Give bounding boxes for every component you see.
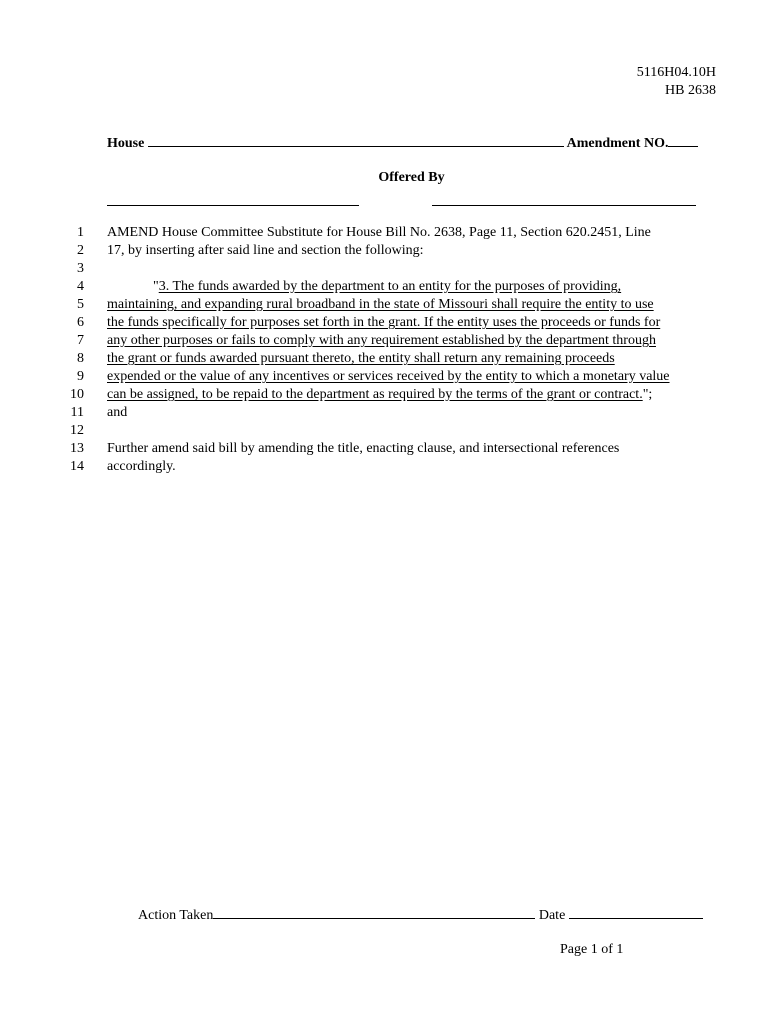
house-blank xyxy=(148,134,564,147)
inserted-text: the grant or funds awarded pursuant thereto, the entity shall return any remaining proceeds xyxy=(107,351,615,366)
line-number: 4 xyxy=(77,279,84,294)
line-text: accordingly. xyxy=(107,459,176,474)
line-number: 1 xyxy=(77,225,84,240)
body-line xyxy=(0,332,770,350)
offered-by-signature-line-left xyxy=(107,204,359,206)
action-taken-blank xyxy=(213,906,535,919)
inserted-text: any other purposes or fails to comply with any requirement established by the department through xyxy=(107,333,656,348)
inserted-text: 3. The funds awarded by the department to an entity for the purposes of providing, xyxy=(158,279,622,294)
body-line xyxy=(0,404,770,422)
inserted-text: expended or the value of any incentives or services received by the entity to which a monetary value xyxy=(107,369,670,384)
body-line xyxy=(0,458,770,476)
opening-quote: " xyxy=(153,279,159,294)
body-line xyxy=(0,440,770,458)
line-number: 11 xyxy=(70,405,84,420)
line-text: Further amend said bill by amending the title, enacting clause, and intersectional references xyxy=(107,441,620,456)
house-amendment-line xyxy=(107,134,698,152)
closing-quote: "; xyxy=(642,387,653,402)
line-number: 3 xyxy=(77,261,84,276)
line-number: 12 xyxy=(70,423,84,438)
amendment-body xyxy=(0,224,770,476)
offered-by-signature-line-right xyxy=(432,204,696,206)
line-number: 13 xyxy=(70,441,84,456)
amendment-number-blank xyxy=(668,134,698,147)
line-text: AMEND House Committee Substitute for House Bill No. 2638, Page 11, Section 620.2451, Line xyxy=(107,225,651,240)
line-text: and xyxy=(107,405,128,420)
line-number: 9 xyxy=(77,369,84,384)
page-number: Page 1 of 1 xyxy=(560,942,624,957)
body-line xyxy=(0,260,770,278)
line-number: 14 xyxy=(70,459,84,474)
body-line xyxy=(0,386,770,404)
line-number: 6 xyxy=(77,315,84,330)
line-text xyxy=(107,278,621,296)
line-number: 5 xyxy=(77,297,84,312)
body-line xyxy=(0,296,770,314)
amendment-label: Amendment NO. xyxy=(566,136,669,151)
document-id-block xyxy=(637,64,716,100)
date-blank xyxy=(569,906,703,919)
line-text: 17, by inserting after said line and section the following: xyxy=(107,243,424,258)
action-taken-line xyxy=(138,906,703,924)
line-number: 2 xyxy=(77,243,84,258)
body-line xyxy=(0,224,770,242)
action-taken-label: Action Taken xyxy=(138,908,214,923)
line-text xyxy=(107,386,652,404)
line-number: 7 xyxy=(77,333,84,348)
date-label: Date xyxy=(538,908,566,923)
body-line xyxy=(0,278,770,296)
line-number: 8 xyxy=(77,351,84,366)
body-line xyxy=(0,314,770,332)
inserted-text: maintaining, and expanding rural broadband in the state of Missouri shall require the entity to use xyxy=(107,297,654,312)
line-number: 10 xyxy=(70,387,84,402)
inserted-text: the funds specifically for purposes set forth in the grant. If the entity uses the proceeds or funds for xyxy=(107,315,661,330)
house-label: House xyxy=(107,136,145,151)
inserted-text: can be assigned, to be repaid to the department as required by the terms of the grant or contract. xyxy=(107,387,643,402)
bill-number: HB 2638 xyxy=(665,83,716,98)
body-line xyxy=(0,350,770,368)
body-line xyxy=(0,242,770,260)
offered-by-heading: Offered By xyxy=(378,170,445,185)
body-line xyxy=(0,368,770,386)
body-line xyxy=(0,422,770,440)
document-code: 5116H04.10H xyxy=(636,65,716,80)
